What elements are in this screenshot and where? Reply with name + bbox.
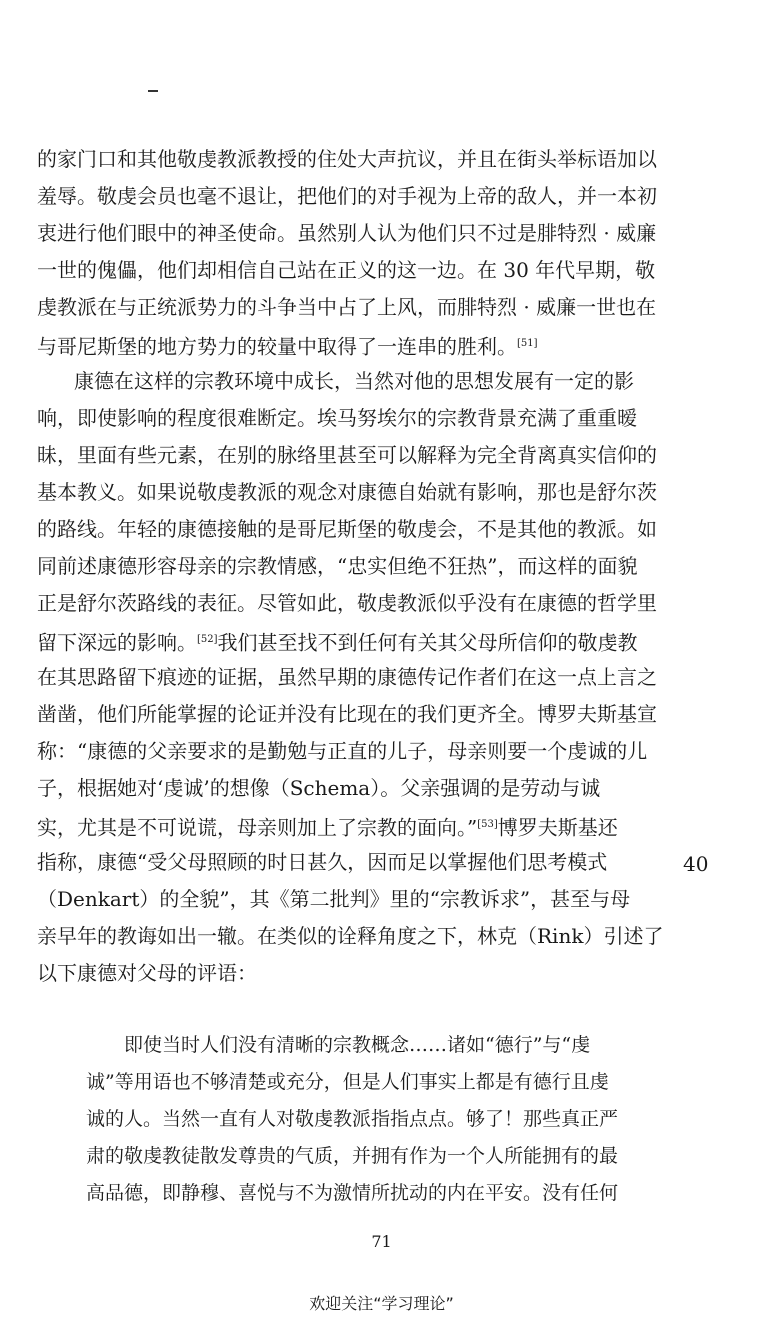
body-line-text: 留下深远的影响。	[37, 630, 197, 655]
footnote-ref-52: [52]	[197, 634, 218, 645]
body-line: 的路线。年轻的康德接触的是哥尼斯堡的敬虔会，不是其他的教派。如	[37, 517, 657, 541]
quote-line: 诚”等用语也不够清楚或充分，但是人们事实上都是有德行且虔	[86, 1071, 609, 1093]
body-line: 一世的傀儡，他们却相信自己站在正义的这一边。在 30 年代早期，敬	[37, 258, 656, 282]
body-line: （Denkart）的全貌”，其《第二批判》里的“宗教诉求”，甚至与母	[37, 887, 631, 911]
body-line-text: 我们甚至找不到任何有关其父母所信仰的敬虔教	[217, 630, 638, 655]
body-line	[37, 331, 665, 360]
footnote-ref-51: [51]	[517, 338, 538, 349]
body-line: 羞辱。敬虔会员也毫不退让，把他们的对手视为上帝的敌人，并一本初	[37, 184, 657, 208]
body-line: 虔教派在与正统派势力的斗争当中占了上风，而腓特烈 · 威廉一世也在	[37, 295, 657, 319]
body-line: 亲早年的教诲如出一辙。在类似的诠释角度之下，林克（Rink）引述了	[37, 924, 664, 948]
stray-mark	[148, 90, 158, 92]
footer-text: 欢迎关注“学习理论”	[309, 1294, 454, 1313]
quote-line: 肃的敬虔教徒散发尊贵的气质，并拥有作为一个人所能拥有的最	[86, 1145, 619, 1167]
quote-line: 即使当时人们没有清晰的宗教概念……诸如“德行”与“虔	[124, 1034, 591, 1056]
quote-line: 诚的人。当然一直有人对敬虔教派指指点点。够了！那些真正严	[86, 1108, 619, 1130]
body-line: 在其思路留下痕迹的证据，虽然早期的康德传记作者们在这一点上言之	[37, 665, 657, 689]
body-line: 正是舒尔茨路线的表征。尽管如此，敬虔教派似乎没有在康德的哲学里	[37, 591, 657, 615]
body-line: 基本教义。如果说敬虔教派的观念对康德自始就有影响，那也是舒尔茨	[37, 480, 657, 504]
body-line-text: 博罗夫斯基还	[497, 815, 618, 840]
body-line: 子，根据她对‘虔诚’的想像（Schema）。父亲强调的是劳动与诚	[37, 776, 601, 800]
body-line: 以下康德对父母的评语：	[37, 961, 257, 985]
body-line-text: 与哥尼斯堡的地方势力的较量中取得了一连串的胜利。	[37, 334, 517, 359]
body-line-text: 实，尤其是不可说谎，母亲则加上了宗教的面向。”	[37, 815, 478, 840]
quote-line: 高品德，即静穆、喜悦与不为激情所扰动的内在平安。没有任何	[86, 1182, 619, 1204]
body-line: 同前述康德形容母亲的宗教情感，“忠实但绝不狂热”，而这样的面貌	[37, 554, 638, 578]
page-number: 71	[371, 1232, 392, 1251]
body-line: 响，即使影响的程度很难断定。埃马努埃尔的宗教背景充满了重重暧	[37, 406, 637, 430]
body-line: 指称，康德“受父母照顾的时日甚久，因而足以掌握他们思考模式	[37, 850, 608, 874]
footnote-ref-53: [53]	[477, 819, 498, 830]
body-line: 的家门口和其他敬虔教派教授的住处大声抗议，并且在街头举标语加以	[37, 147, 657, 171]
body-line	[37, 627, 665, 656]
paragraph-first-line: 康德在这样的宗教环境中成长，当然对他的思想发展有一定的影	[74, 369, 634, 393]
body-line: 衷进行他们眼中的神圣使命。虽然别人认为他们只不过是腓特烈 · 威廉	[37, 221, 657, 245]
body-line	[37, 812, 665, 841]
body-line: 凿凿，他们所能掌握的论证并没有比现在的我们更齐全。博罗夫斯基宣	[37, 702, 657, 726]
body-line: 昧，里面有些元素，在别的脉络里甚至可以解释为完全背离真实信仰的	[37, 443, 657, 467]
body-line: 称：“康德的父亲要求的是勤勉与正直的儿子，母亲则要一个虔诚的儿	[37, 739, 648, 763]
margin-page-number: 40	[683, 852, 709, 876]
